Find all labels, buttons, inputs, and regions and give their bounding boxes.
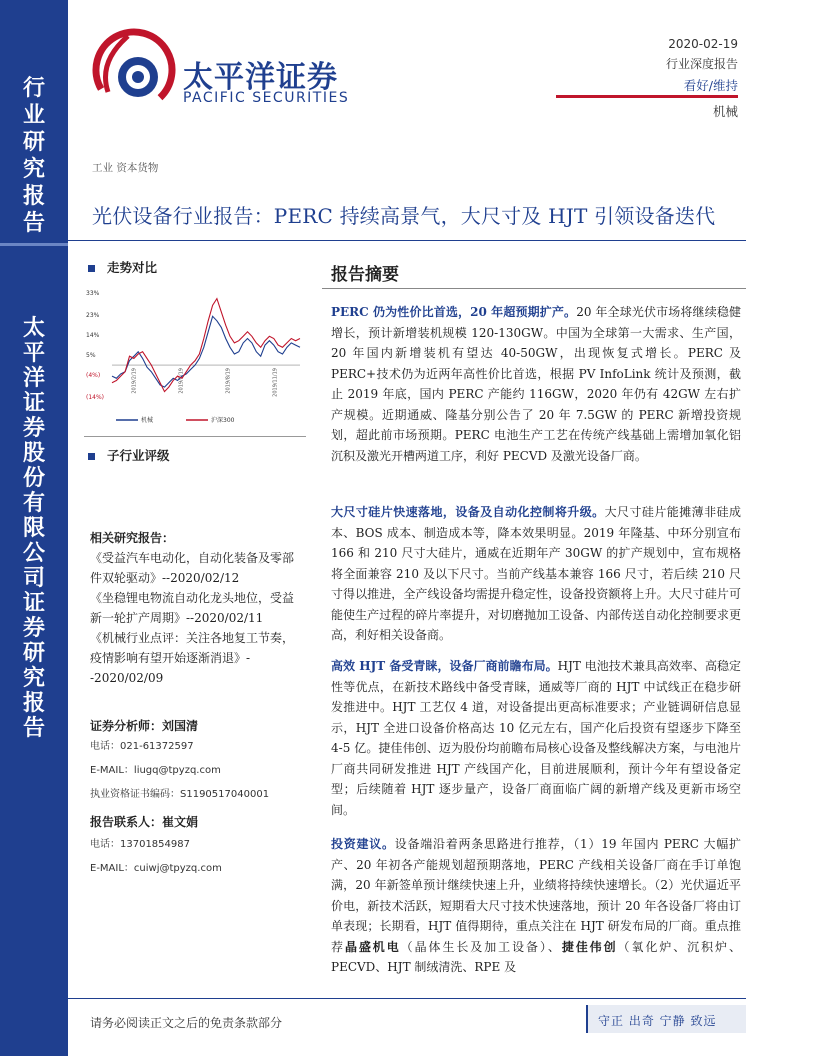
trend-section-title: 走势对比 [107,260,158,275]
y-tick-label: (4%) [86,371,101,379]
x-tick-label: 2019/2/19 [131,368,138,394]
y-tick-label: 5% [86,351,96,359]
y-tick-label: (14%) [86,394,105,401]
analyst-email[interactable]: E-MAIL：liugq@tpyzq.com [90,765,221,776]
sidebar-char: 太 [22,316,45,341]
summary-paragraph-investment [331,834,741,978]
sidebar-char: 研 [22,641,45,666]
bullet-square-icon [88,453,95,460]
bullet-square-icon [88,265,95,272]
sidebar-char: 究 [22,157,45,182]
sidebar-char: 份 [22,466,45,491]
page-title: 光伏设备行业报告：PERC 持续高景气，大尺寸及 HJT 引领设备迭代 [92,204,716,228]
sidebar-report-type [0,78,68,240]
y-tick-label: 33% [86,290,100,297]
paragraph-body: 20 年全球光伏市场将继续稳健增长，预计新增装机规模 120-130GW。中国为全球第一大需求、生产国，20 年国内新增装机有望达 40-50GW，出现恢复式增长。PERC 及 PERC+技术仍为近两年高性价比首选，根据 PV InfoLink 统计及预测，截止 2019 年底，国内 PERC 产能约 116GW，2020 年仍有 42GW 左右扩产规模。近期通威、隆基分别公告了 20 年 7.5GW 的 PERC 新增投资规划，超此前市场预期。PERC 电池生产工艺在传统产线基础上需增加氧化铝沉积及激光开槽两道工序，利好 PECVD 及激光设备厂商。 [331,305,741,463]
paragraph-lead: PERC 仍为性价比首选，20 年超预期扩产。 [331,305,577,319]
x-tick-label: 2019/5/19 [178,368,185,394]
sidebar-divider [0,243,68,246]
footer-disclaimer: 请务必阅读正文之后的免责条款部分 [90,1016,283,1030]
related-report-item[interactable]: 《坐稳锂电物流自动化龙头地位，受益新一轮扩产周期》--2020/02/11 [90,591,295,625]
paragraph-lead: 高效 HJT 备受青睐，设备厂商前瞻布局。 [331,659,558,673]
related-reports [90,528,302,688]
report-rating: 看好/维持 [683,78,738,93]
sub-rating-section-heading [88,446,170,464]
sidebar-char: 究 [22,666,45,691]
analyst-name: 证券分析师：刘国清 [90,719,199,733]
x-tick-label: 2019/8/19 [225,368,232,394]
title-divider [68,240,746,241]
sub-rating-title: 子行业评级 [107,448,170,463]
paragraph-body: 大尺寸硅片能摊薄非硅成本、BOS 成本、制造成本等，降本效果明显。2019 年隆基、中环分别宣布 166 和 210 尺寸大硅片，通威在近期年产 30GW 的扩产规划中，宣布规格将全面兼容 210 及以下尺寸。当前产线基本兼容 166 尺寸，若后续 210 尺寸得以推进，全产线设备均需提升稳定性，设备投资额将上升。大尺寸硅片可能使生产过程的碎片率提升，对切磨抛加工设备、内部传送自动化控制要求更高，利好相关设备商。 [331,505,741,642]
sidebar-char: 行 [22,76,45,101]
analyst-info [90,716,302,806]
paragraph-body: 设备端沿着两条思路进行推荐，（1）19 年国内 PERC 大幅扩产、20 年初各产能规划超预期落地，PERC 产线相关设备厂商在手订单饱满，20 年新签单预计继续快速上升，业绩将持续快速增长。（2）光伏逼近平价电，新技术活跃，短期看大尺寸技术快速落地，预计 20 年各设备厂将由订单表现；长期看，HJT 值得期待，重点关注在 HJT 研发布局的厂商。重点推荐 [331,837,741,954]
company-highlight: 捷佳伟创 [561,939,618,954]
summary-paragraph-perc [331,302,741,466]
paragraph-lead: 投资建议。 [331,837,395,851]
legend-label: 沪深300 [211,417,235,424]
summary-paragraph-large-wafer [331,502,741,646]
report-type: 行业深度报告 [665,57,738,71]
trend-chart [84,284,306,432]
legend-label: 机械 [141,417,154,424]
y-tick-label: 14% [86,332,100,340]
report-sector: 机械 [712,104,738,119]
sidebar-char: 告 [22,716,45,741]
related-reports-title: 相关研究报告： [90,531,175,545]
paragraph-body: （氧化炉、沉积炉、PECVD、HJT 制绒清洗、RPE 及 [331,939,741,974]
summary-divider [322,288,746,289]
sidebar-char: 业 [22,103,45,128]
pacific-securities-logo-icon [88,22,178,112]
sidebar-char: 报 [22,184,45,209]
trend-section-heading [88,258,157,276]
sidebar-char: 报 [22,691,45,716]
summary-title: 报告摘要 [331,265,399,285]
sidebar-char: 有 [22,491,45,516]
paragraph-lead: 大尺寸硅片快速落地，设备及自动化控制将升级。 [331,505,605,519]
sidebar-char: 洋 [22,366,45,391]
paragraph-body: HJT 电池技术兼具高效率、高稳定性等优点，在新技术路线中备受青睐，通威等厂商的 HJT 中试线正在稳步研发推进中。HJT 工艺仅 4 道，对设备提出更高标准要求；产业链调研信息显示，HJT 全进口设备价格高达 10 亿元左右，国产化后投资有望逐步下降至 4-5 亿。捷佳伟创、迈为股份均前瞻布局核心设备及整线解决方案，与电池片厂商共同研发推进 HJT 产线国产化，目前进展顺利，预计今年有望设备定型；后续随着 HJT 逐步量产，设备厂商面临广阔的新增产线及更新市场空间。 [331,659,741,817]
sidebar-char: 研 [22,130,45,155]
industry-category: 工业 资本货物 [92,162,159,174]
footer-motto: 守正 出奇 宁静 致远 [598,1014,717,1028]
sidebar-char: 证 [22,591,45,616]
report-date: 2020-02-19 [668,37,738,51]
sidebar-char: 券 [22,416,45,441]
company-highlight: 晶盛机电 [344,939,401,954]
contact-phone: 电话：13701854987 [90,839,190,850]
logo-chinese-name: 太平洋证券 [183,60,338,95]
paragraph-body: （晶体生长及加工设备）、 [400,939,562,954]
sidebar-company-name [0,318,68,743]
chart-bottom-rule [84,436,306,437]
footer-divider [68,998,746,999]
contact-email[interactable]: E-MAIL：cuiwj@tpyzq.com [90,863,222,874]
contact-info [90,812,302,880]
contact-name: 报告联系人：崔文娟 [90,815,199,829]
logo-english-name: PACIFIC SECURITIES [183,90,350,106]
header-red-bar [556,95,738,98]
sidebar-char: 证 [22,391,45,416]
analyst-phone: 电话：021-61372597 [90,741,194,752]
related-report-item[interactable]: 《机械行业点评：关注各地复工节奏，疫情影响有望开始逐渐消退》--2020/02/09 [90,631,295,685]
analyst-certificate: 执业资格证书编码：S1190517040001 [90,789,270,800]
y-tick-label: 23% [86,312,100,320]
sidebar-char: 股 [22,441,45,466]
related-report-item[interactable]: 《受益汽车电动化，自动化装备及零部件双轮驱动》--2020/02/12 [90,551,295,585]
sidebar-char: 司 [22,566,45,591]
sidebar-char: 限 [22,516,45,541]
summary-paragraph-hjt [331,656,741,820]
sidebar-char: 告 [22,211,45,236]
sidebar-char: 公 [22,541,45,566]
sidebar-char: 券 [22,616,45,641]
sidebar-char: 平 [22,341,45,366]
x-tick-label: 2019/11/19 [272,368,279,397]
